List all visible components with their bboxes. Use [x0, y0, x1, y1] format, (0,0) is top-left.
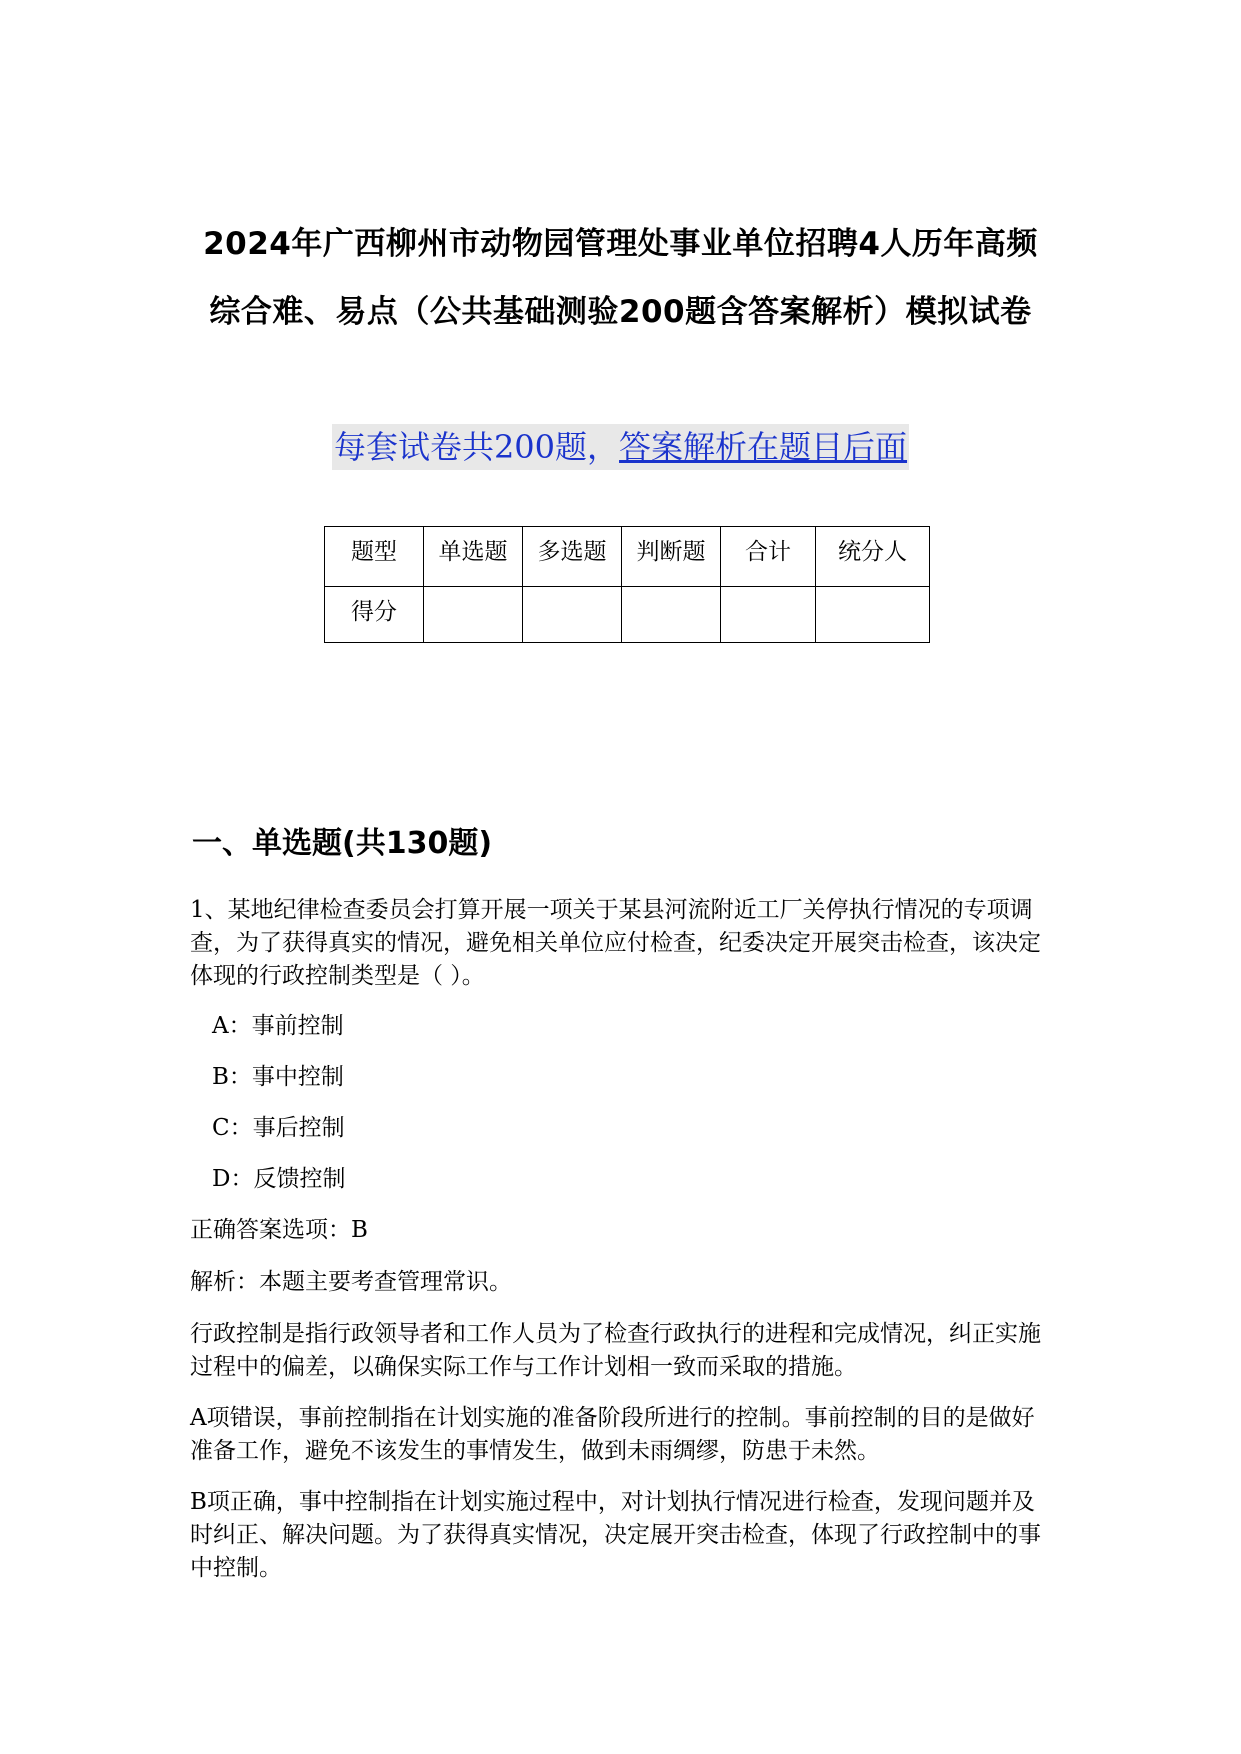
question-stem: 1、某地纪律检查委员会打算开展一项关于某县河流附近工厂关停执行情况的专项调查，为了获得真实的情况，避免相关单位应付检查，纪委决定开展突击检查，该决定体现的行政控制类型是（ ）。 — [190, 897, 1041, 989]
score-table-header-row — [325, 527, 930, 587]
analysis-paragraph-3: B项正确，事中控制指在计划实施过程中，对计划执行情况进行检查，发现问题并及时纠正、解决问题。为了获得真实情况，决定展开突击检查，体现了行政控制中的事中控制。 — [190, 1489, 1041, 1581]
section-heading: 一、单选题(共130题) — [192, 826, 493, 861]
option-c: C：事后控制 — [212, 1115, 345, 1141]
notice-link[interactable]: 答案解析在题目后面 — [619, 428, 908, 466]
header-cell-judge: 判断题 — [622, 527, 721, 587]
correct-answer: 正确答案选项：B — [190, 1217, 368, 1243]
header-cell-type: 题型 — [325, 527, 424, 587]
score-cell-total[interactable] — [721, 587, 816, 643]
document-title — [150, 210, 1091, 346]
notice-text — [332, 424, 909, 470]
analysis-paragraph-1: 行政控制是指行政领导者和工作人员为了检查行政执行的进程和完成情况，纠正实施过程中的偏差，以确保实际工作与工作计划相一致而采取的措施。 — [190, 1321, 1041, 1380]
header-cell-single: 单选题 — [424, 527, 523, 587]
notice-banner — [0, 424, 1241, 470]
score-row-label: 得分 — [325, 587, 424, 643]
notice-part-1: 每套试卷共200题， — [333, 428, 620, 466]
analysis-intro: 解析：本题主要考查管理常识。 — [190, 1269, 512, 1295]
score-cell-judge[interactable] — [622, 587, 721, 643]
score-table-score-row — [325, 587, 930, 643]
header-cell-grader: 统分人 — [816, 527, 930, 587]
header-cell-multi: 多选题 — [523, 527, 622, 587]
title-line-1: 2024年广西柳州市动物园管理处事业单位招聘4人历年高频 — [203, 226, 1038, 262]
option-a: A：事前控制 — [212, 1013, 344, 1039]
analysis-paragraph-2: A项错误，事前控制指在计划实施的准备阶段所进行的控制。事前控制的目的是做好准备工作，避免不该发生的事情发生，做到未雨绸缪，防患于未然。 — [190, 1405, 1035, 1464]
score-cell-single[interactable] — [424, 587, 523, 643]
option-b: B：事中控制 — [212, 1064, 344, 1090]
score-cell-grader[interactable] — [816, 587, 930, 643]
score-cell-multi[interactable] — [523, 587, 622, 643]
score-table — [324, 526, 930, 643]
title-line-2: 综合难、易点（公共基础测验200题含答案解析）模拟试卷 — [209, 294, 1032, 330]
header-cell-total: 合计 — [721, 527, 816, 587]
option-d: D：反馈控制 — [212, 1166, 346, 1192]
